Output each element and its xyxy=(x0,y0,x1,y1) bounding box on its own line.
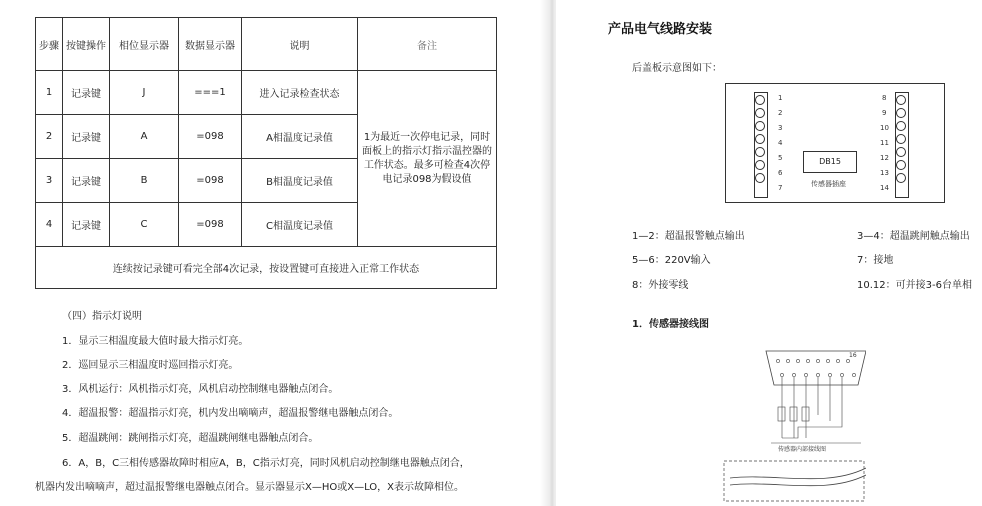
legend-item: 3—4：超温跳闸触点输出 xyxy=(857,231,970,242)
cell-step: 4 xyxy=(36,203,63,247)
record-steps-table xyxy=(35,17,497,289)
cell-data: ===1 xyxy=(179,71,242,115)
terminal-icon xyxy=(755,108,765,118)
cell-remark: 1为最近一次停电记录，同时面板上的指示灯指示温控器的工作状态。最多可检查4次停电记录098为假设值 xyxy=(358,71,497,247)
terminal-number: 4 xyxy=(778,139,783,147)
indicator-item-2: 2．巡回显示三相温度时巡回指示灯亮。 xyxy=(62,360,239,371)
cell-key: 记录键 xyxy=(63,115,110,159)
legend-item: 1—2：超温报警触点输出 xyxy=(632,231,745,242)
legend-item: 5—6：220V输入 xyxy=(632,255,711,266)
cell-desc: 进入记录检查状态 xyxy=(242,71,358,115)
terminal-number: 3 xyxy=(778,124,783,132)
cell-key: 记录键 xyxy=(63,203,110,247)
cell-step: 3 xyxy=(36,159,63,203)
table-row xyxy=(36,71,497,115)
legend-item: 8：外接零线 xyxy=(632,280,689,291)
diagram-caption: 传感器内部接线图 xyxy=(778,446,827,453)
sensor-socket-label: 传感器插座 xyxy=(811,180,846,188)
terminal-number: 6 xyxy=(778,169,783,177)
cell-desc: C相温度记录值 xyxy=(242,203,358,247)
header-step: 步骤 xyxy=(36,18,63,71)
terminal-icon xyxy=(755,147,765,157)
back-panel-caption: 后盖板示意图如下： xyxy=(632,63,722,74)
terminal-icon xyxy=(896,108,906,118)
back-panel-diagram xyxy=(725,83,945,203)
terminal-number: 10 xyxy=(880,124,889,132)
indicator-item-3: 3．风机运行：风机指示灯亮，风机启动控制继电器触点闭合。 xyxy=(62,384,339,395)
legend-item: 10.12：可并接3-6台单相 xyxy=(857,280,972,291)
cell-phase: A xyxy=(110,115,179,159)
indicator-item-6: 6．A，B，C三相传感器故障时相应A，B，C指示灯亮，同时风机启动控制继电器触点闭合， xyxy=(62,458,470,469)
header-key: 按键操作 xyxy=(63,18,110,71)
cell-phase: C xyxy=(110,203,179,247)
db15-connector: DB15 xyxy=(803,151,857,173)
header-data: 数据显示器 xyxy=(179,18,242,71)
header-phase: 相位显示器 xyxy=(110,18,179,71)
terminal-icon xyxy=(896,173,906,183)
legend-item: 7：接地 xyxy=(857,255,894,266)
terminal-icon xyxy=(755,95,765,105)
cell-step: 1 xyxy=(36,71,63,115)
terminal-number: 8 xyxy=(882,94,887,102)
cell-step: 2 xyxy=(36,115,63,159)
cell-desc: A相温度记录值 xyxy=(242,115,358,159)
sensor-wiring-diagram xyxy=(716,343,866,506)
terminal-icon xyxy=(755,160,765,170)
terminal-icon xyxy=(755,121,765,131)
cell-key: 记录键 xyxy=(63,159,110,203)
right-page xyxy=(556,0,982,506)
table-header-row xyxy=(36,18,497,71)
indicator-item-1: 1．显示三相温度最大值时最大指示灯亮。 xyxy=(62,336,249,347)
right-terminal-strip xyxy=(895,92,909,198)
cell-data: =098 xyxy=(179,203,242,247)
cell-phase: J xyxy=(110,71,179,115)
terminal-number: 1 xyxy=(778,94,783,102)
terminal-number: 12 xyxy=(880,154,889,162)
terminal-icon xyxy=(755,173,765,183)
cell-desc: B相温度记录值 xyxy=(242,159,358,203)
header-remark: 备注 xyxy=(358,18,497,71)
indicator-item-6-cont: 机器内发出嘀嘀声，超过温报警继电器触点闭合。显示器显示X—HO或X—LO，X表示故障相位。 xyxy=(35,482,465,493)
terminal-icon xyxy=(896,121,906,131)
terminal-number: 2 xyxy=(778,109,783,117)
indicator-section-title: （四）指示灯说明 xyxy=(62,311,142,322)
terminal-icon xyxy=(896,95,906,105)
table-footer-row xyxy=(36,247,497,289)
cell-data: =098 xyxy=(179,115,242,159)
terminal-icon xyxy=(896,160,906,170)
header-desc: 说明 xyxy=(242,18,358,71)
table-footer: 连续按记录键可看完全部4次记录，按设置键可直接进入正常工作状态 xyxy=(36,247,497,289)
terminal-number: 14 xyxy=(880,184,889,192)
terminal-number: 9 xyxy=(882,109,887,117)
terminal-icon xyxy=(896,134,906,144)
terminal-number: 5 xyxy=(778,154,783,162)
sensor-wiring-title: 1．传感器接线图 xyxy=(632,319,709,330)
terminal-number: 13 xyxy=(880,169,889,177)
cell-phase: B xyxy=(110,159,179,203)
terminal-number: 7 xyxy=(778,184,783,192)
left-terminal-strip xyxy=(754,92,768,198)
installation-title: 产品电气线路安装 xyxy=(608,22,713,37)
cell-data: =098 xyxy=(179,159,242,203)
terminal-icon xyxy=(755,134,765,144)
terminal-icon xyxy=(896,147,906,157)
indicator-item-5: 5．超温跳闸：跳闸指示灯亮，超温跳闸继电器触点闭合。 xyxy=(62,433,319,444)
terminal-number: 11 xyxy=(880,139,889,147)
cell-key: 记录键 xyxy=(63,71,110,115)
indicator-item-4: 4．超温报警：超温指示灯亮，机内发出嘀嘀声，超温报警继电器触点闭合。 xyxy=(62,408,399,419)
pin-number-label: 16 xyxy=(849,352,857,359)
